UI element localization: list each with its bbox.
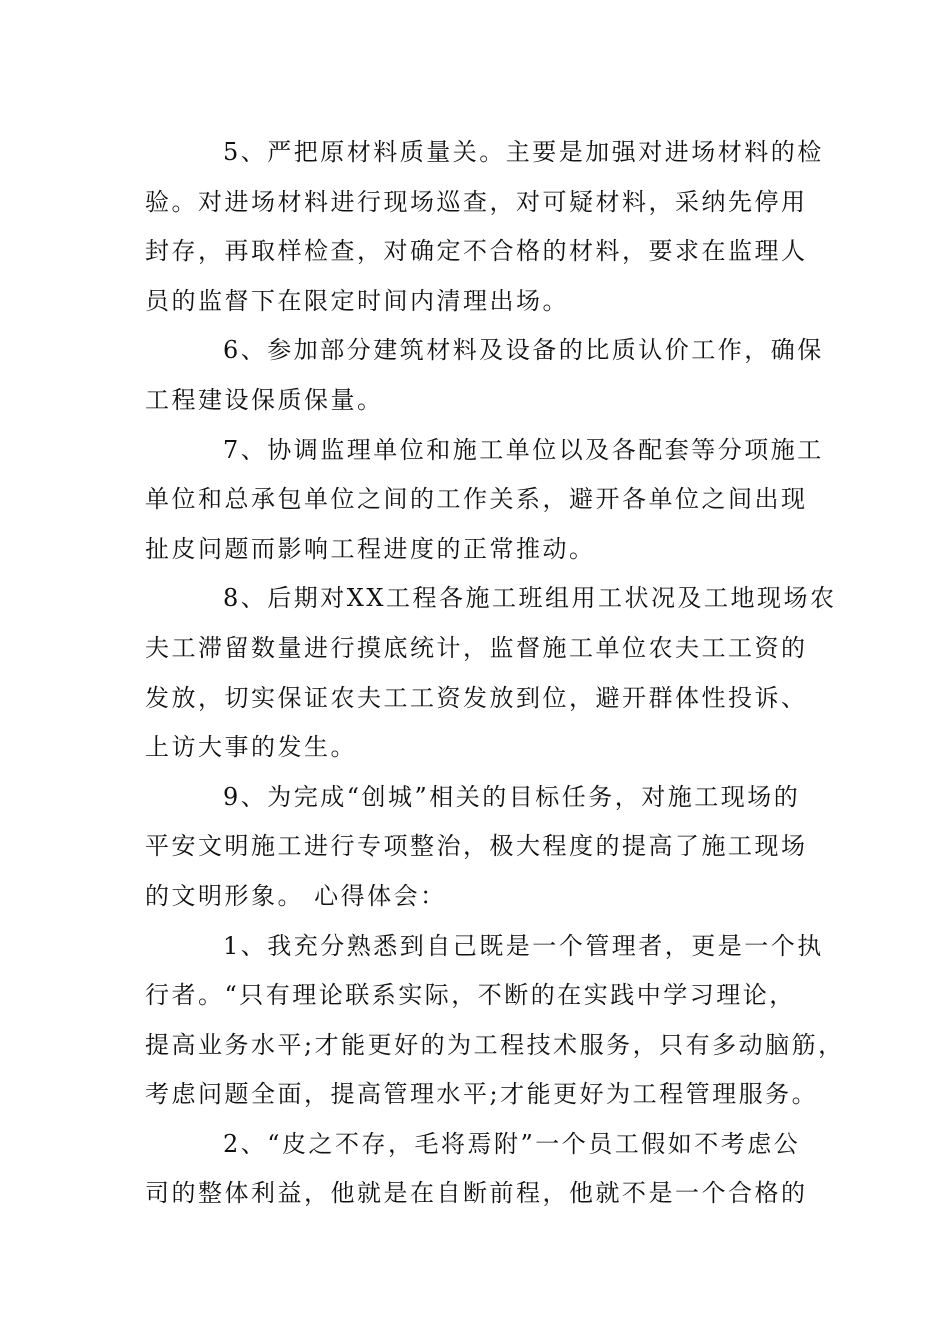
- text-line: 提高业务水平;才能更好的为工程技术服务，只有多动脑筋，: [145, 1030, 845, 1059]
- text-line: 司的整体利益，他就是在自断前程，他就不是一个合格的: [145, 1179, 808, 1208]
- text-line: 8、后期对XX工程各施工班组用工状况及工地现场农: [223, 584, 837, 613]
- text-line: 行者。“只有理论联系实际，不断的在实践中学习理论，: [145, 981, 796, 1010]
- text-line: 封存，再取样检查，对确定不合格的材料，要求在监理人: [145, 237, 808, 266]
- text-line: 1、我充分熟悉到自己既是一个管理者，更是一个执: [223, 931, 824, 960]
- text-line: 发放，切实保证农夫工工资发放到位，避开群体性投诉、: [145, 683, 808, 712]
- text-line: 验。对进场材料进行现场巡查，对可疑材料，采纳先停用: [145, 187, 808, 216]
- text-line: 6、参加部分建筑材料及设备的比质认价工作，确保: [223, 336, 824, 365]
- text-line: 7、协调监理单位和施工单位以及各配套等分项施工: [223, 435, 824, 464]
- text-line: 9、为完成“创城”相关的目标任务，对施工现场的: [223, 782, 801, 811]
- text-line: 考虑问题全面，提高管理水平;才能更好为工程管理服务。: [145, 1080, 819, 1109]
- text-line: 员的监督下在限定时间内清理出场。: [145, 286, 569, 315]
- text-line: 上访大事的发生。: [145, 733, 357, 762]
- body-text: [145, 128, 845, 1219]
- text-line: 扯皮问题而影响工程进度的正常推动。: [145, 534, 596, 563]
- text-line: 工程建设保质保量。: [145, 385, 384, 414]
- text-line: 单位和总承包单位之间的工作关系，避开各单位之间出现: [145, 485, 808, 514]
- text-line: 的文明形象。 心得体会：: [145, 881, 447, 910]
- text-line: 2、“皮之不存，毛将焉附”一个员工假如不考虑公: [223, 1129, 801, 1158]
- text-line: 5、严把原材料质量关。主要是加强对进场材料的检: [223, 138, 824, 166]
- text-line: 平安文明施工进行专项整治，极大程度的提高了施工现场: [145, 832, 808, 861]
- text-line: 夫工滞留数量进行摸底统计，监督施工单位农夫工工资的: [145, 633, 808, 662]
